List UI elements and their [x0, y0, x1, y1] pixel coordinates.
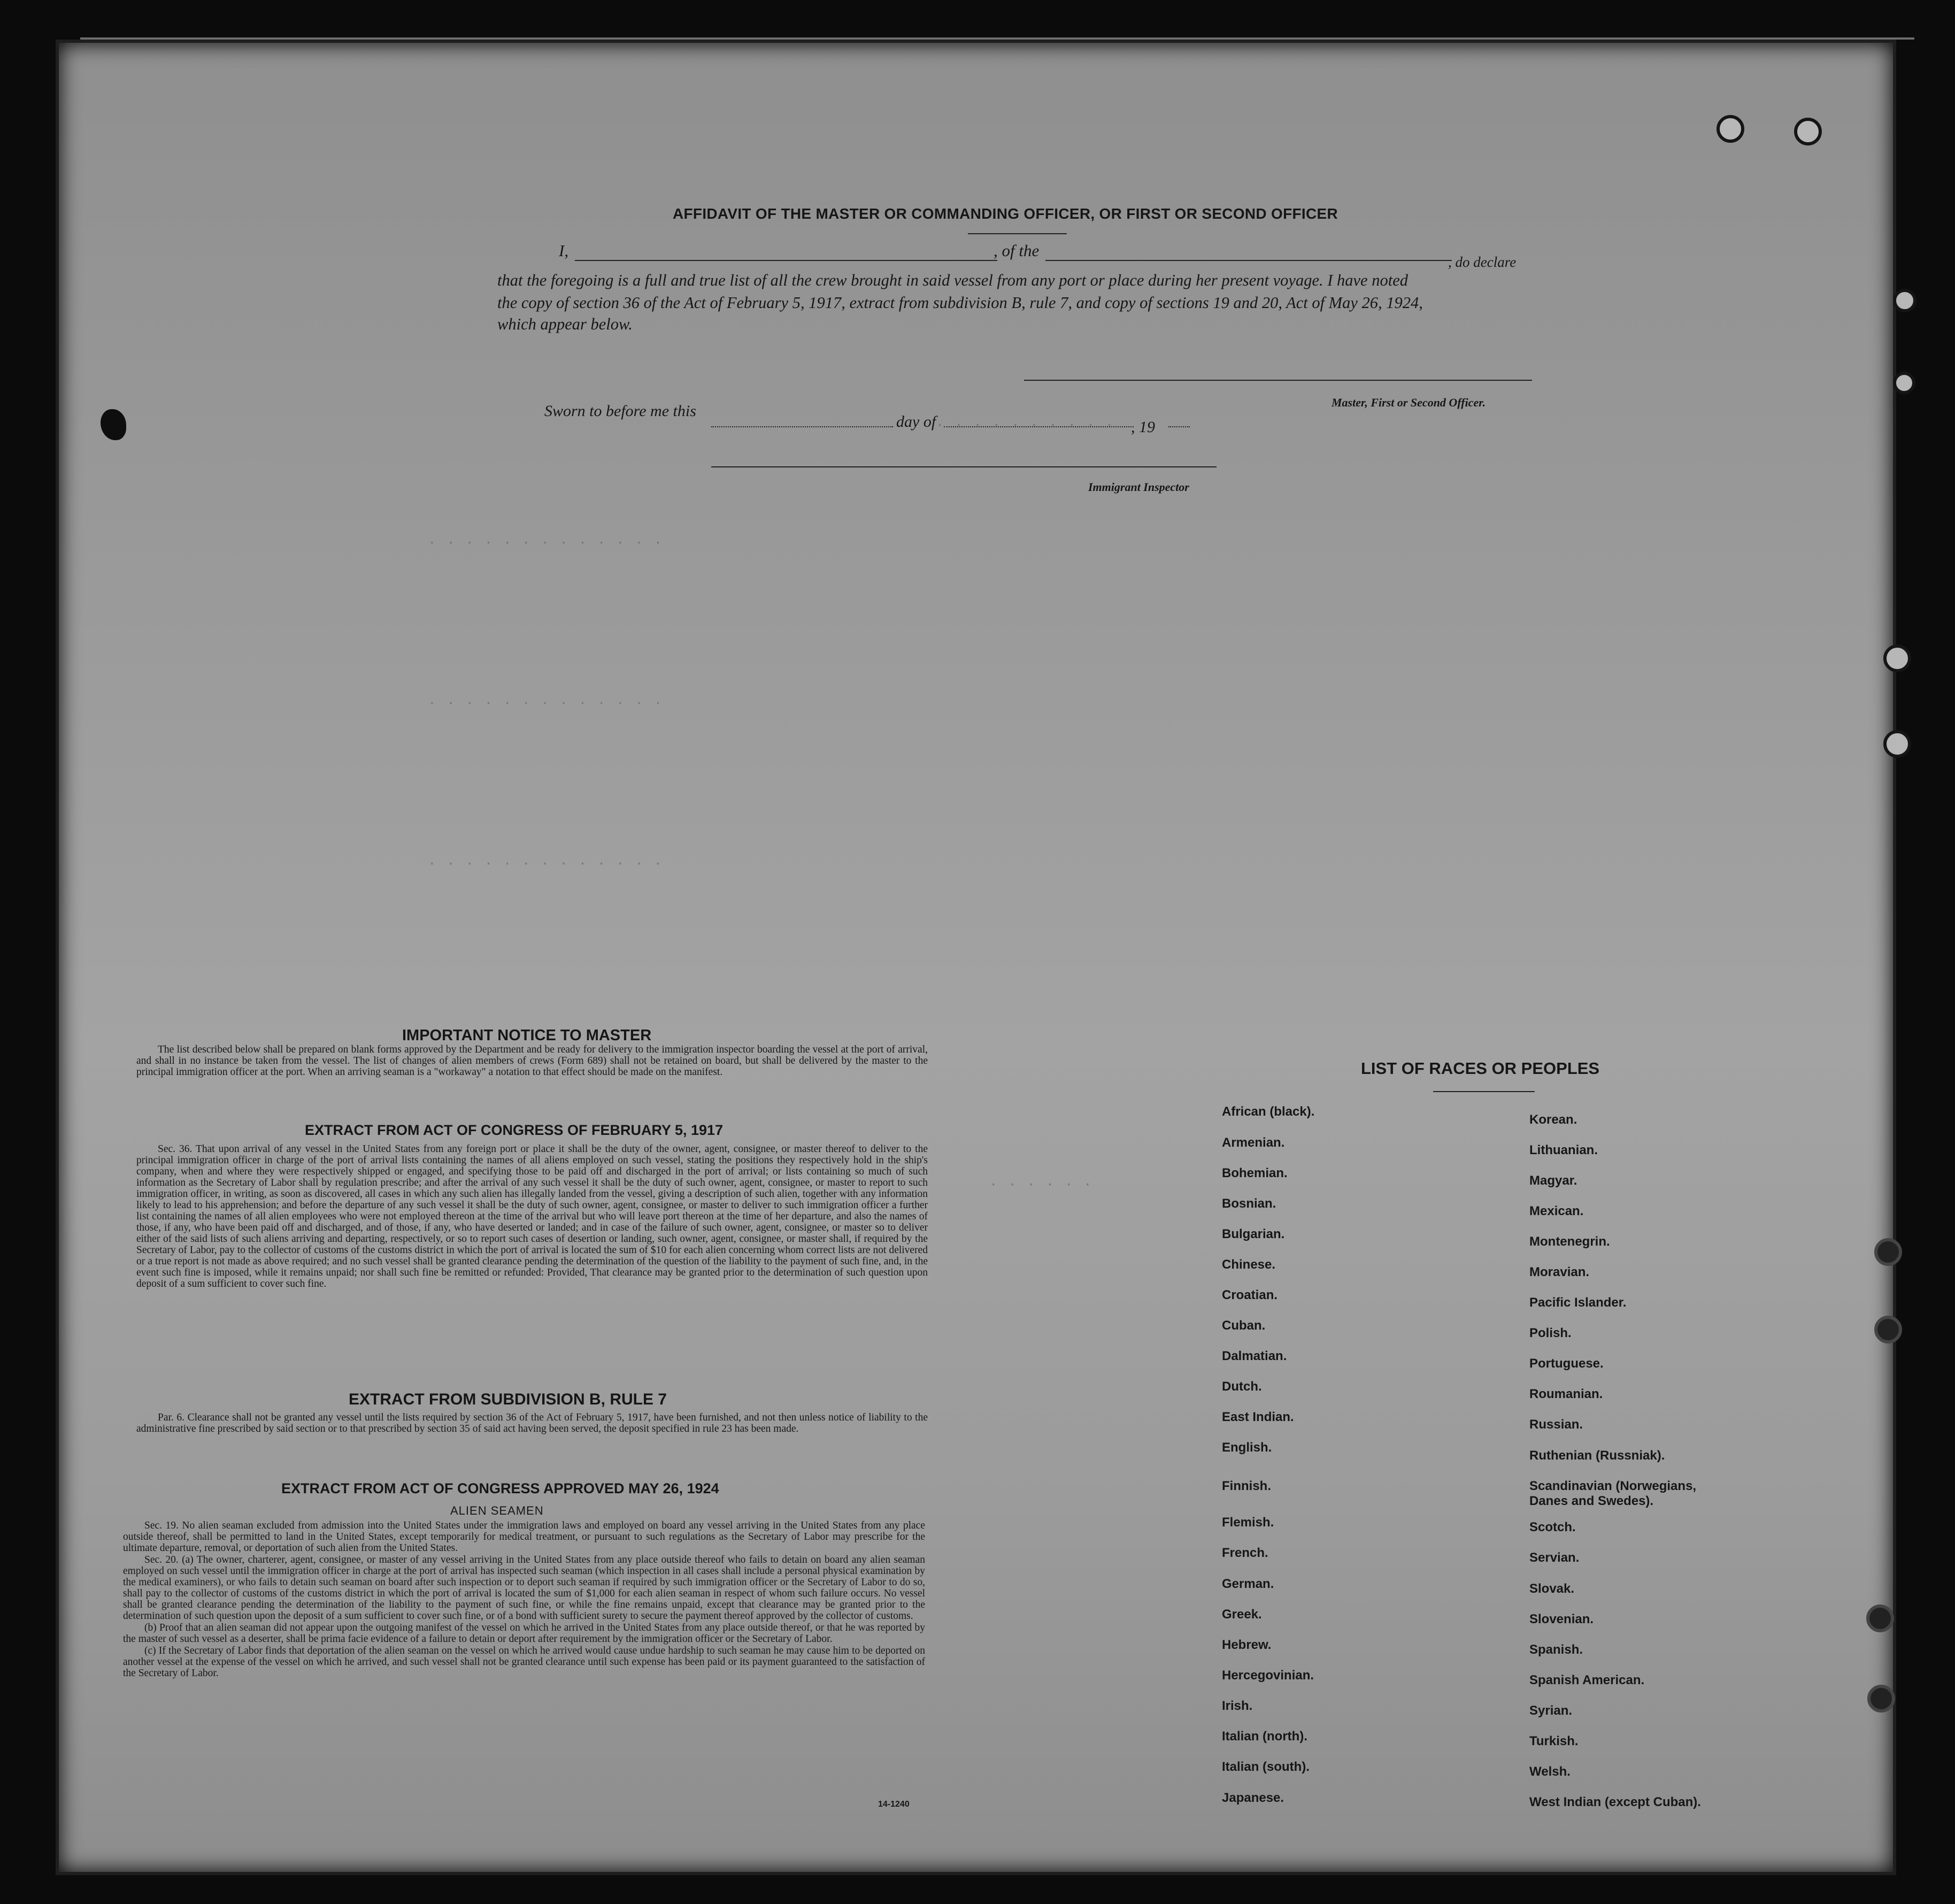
sec-20a-paragraph: Sec. 20. (a) The owner, charterer, agent, consignee, or master of any vessel arriving in the United States from any place outside thereof who fails to detain on board any alien seaman employed on such vessel until the immigration officer in charge at the port of arrival has inspected such seaman (which inspection in all cases shall include a personal physical examination by the medical examiners), or who fails to detain such seaman on board after such inspection or to deport such seaman if required by such immigration officer or the Secretary of Labor to do so, shall pay to the collector of customs of the customs district in which the port of arrival is located the sum of $1,000 for each alien seaman in respect of whom such failure occurs. No vessel shall be granted clearance pending the determination of the liability to the payment of such fine, or while the fine remains unpaid, except that clearance may be granted prior to the determination of such question upon the deposit of a sum sufficient to cover such fine, or of a bond with sufficient surety to secure the payment thereof approved by the collector of customs. — [123, 1554, 925, 1622]
vessel-blank — [1045, 260, 1452, 261]
race-item: Bulgarian. — [1222, 1227, 1285, 1241]
race-item: German. — [1222, 1577, 1274, 1591]
race-item: Croatian. — [1222, 1288, 1278, 1302]
affidavit-i-label: I, — [559, 241, 569, 260]
race-item: French. — [1222, 1546, 1268, 1560]
sec-19-paragraph: Sec. 19. No alien seaman excluded from admission into the United States under the immigration laws and employed on board any vessel arriving in the United States from any place outside thereof, shall be permitted to land in the United States, except temporarily for medical treatment, or pursuant to such regulations as the Secretary of Labor may prescribe for the ultimate departure, removal, or deportation of such alien from the United States. — [123, 1520, 925, 1554]
race-item: Pacific Islander. — [1529, 1295, 1627, 1310]
race-item: Slovenian. — [1529, 1612, 1594, 1626]
race-item: Roumanian. — [1529, 1387, 1603, 1401]
race-item: Italian (south). — [1222, 1760, 1310, 1774]
punch-hole — [1874, 1238, 1902, 1266]
race-item: Finnish. — [1222, 1479, 1271, 1493]
punch-hole — [1893, 289, 1916, 312]
sec-20b-paragraph: (b) Proof that an alien seaman did not appear upon the outgoing manifest of the vessel on which he arrived in the United States from any place outside thereof, or that he was reported by the master of such vessel as a deserter, shall be prima facie evidence of a failure to detain or deport after requirement by the immigration officer or the Secretary of Labor. — [123, 1622, 925, 1645]
day-blank — [711, 426, 893, 427]
title-rule — [968, 233, 1067, 234]
race-item: Chinese. — [1222, 1257, 1276, 1272]
race-item: Scandinavian (Norwegians, Danes and Swedes). — [1529, 1479, 1697, 1508]
extract-rule7-title: EXTRACT FROM SUBDIVISION B, RULE 7 — [349, 1391, 667, 1408]
race-item: Dalmatian. — [1222, 1349, 1287, 1363]
race-item: Syrian. — [1529, 1703, 1573, 1718]
race-item: Dutch. — [1222, 1379, 1262, 1394]
race-item: Armenian. — [1222, 1135, 1285, 1150]
punch-hole — [1717, 115, 1744, 143]
race-item: Spanish. — [1529, 1642, 1583, 1657]
race-item: Polish. — [1529, 1326, 1572, 1340]
race-item: Mexican. — [1529, 1204, 1584, 1218]
punch-hole — [1866, 1604, 1894, 1632]
race-item: Turkish. — [1529, 1734, 1579, 1748]
punch-hole — [1874, 1316, 1902, 1343]
race-item: Russian. — [1529, 1417, 1583, 1432]
show-through-text: · · · · · · · · · · · · · — [428, 695, 664, 711]
race-item: Slovak. — [1529, 1581, 1575, 1596]
race-item: East Indian. — [1222, 1410, 1294, 1424]
race-item: Spanish American. — [1529, 1673, 1645, 1687]
day-of-label: day of — [896, 413, 936, 431]
affidavit-line-3: the copy of section 36 of the Act of February 5, 1917, extract from subdivision B, rule 7, and copy of sections 19 and 20, Act of May 26, 1924, — [497, 294, 1423, 312]
show-through-text: · · · · · · · · · · · · · — [428, 535, 664, 551]
show-through-text: · · · · · · · · · · — [936, 417, 1115, 433]
punch-hole — [1883, 730, 1911, 758]
show-through-text: · · · · · · — [989, 1177, 1093, 1193]
punch-hole — [1794, 118, 1822, 145]
extract-1917-text: Sec. 36. That upon arrival of any vessel in the United States from any foreign port or place it shall be the duty of the owner, agent, consignee, or master thereof to deliver to the principal immigration officer in charge of the port of arrival lists containing the names of all aliens employed on such vessel, stating the positions they respectively hold in the ship's company, when and where they were respectively shipped or engaged, and specifying those to be paid off and discharged in the port of arrival; or lists containing so much of such information as the Secretary of Labor shall by regulation prescribe; and after the arrival of any such vessel it shall be the duty of such owner, agent, consignee, or master to report to such immigration officer, in writing, as soon as discovered, all cases in which any such alien has illegally landed from the vessel, giving a description of such alien, together with any information likely to lead to his apprehension; and before the departure of any such vessel it shall be the duty of such owner, agent, consignee, or master to deliver to such immigration officer a further list containing the names of all alien employees who were not employed thereon at the time of the arrival but who will leave port thereon at the time of her departure, and also the names of those, if any, who have been paid off and discharged, and of those, if any, who have deserted or landed; and in case of the failure of such owner, agent, consignee, or master so to deliver either of the said lists of such aliens arriving and departing, respectively, or so to report such cases of desertion or landing, such owner, agent, consignee, or master shall, if required by the Secretary of Labor, pay to the collector of customs of the customs district in which the port of arrival is located the sum of $10 for each alien concerning whom correct lists are not delivered or a true report is not made as above required; and no such vessel shall be granted clearance pending the determination of the question of the liability to the payment of such fine, and, in the event such fine is imposed, while it remains unpaid; nor shall such fine be remitted or refunded: Provided, That clearance may be granted prior to the determination of such question upon deposit of a sum sufficient to cover such fine. — [136, 1143, 928, 1289]
race-item: Greek. — [1222, 1607, 1262, 1622]
race-item: Italian (north). — [1222, 1729, 1307, 1744]
race-item: African (black). — [1222, 1104, 1315, 1119]
alien-seamen-subtitle: ALIEN SEAMEN — [450, 1504, 544, 1517]
race-item: Magyar. — [1529, 1173, 1577, 1188]
year-label: , 19 — [1131, 418, 1155, 436]
race-item: Portuguese. — [1529, 1356, 1604, 1371]
page-edge — [80, 37, 1914, 56]
sec-20c-paragraph: (c) If the Secretary of Labor finds that deportation of the alien seaman on the vessel on which he arrived would cause undue hardship to such seaman he may cause him to be deported on another vessel at the expense of the vessel on which he arrived, and such vessel shall not be granted clearance until such expense has been paid or its payment guaranteed to the satisfaction of the Secretary of Labor. — [123, 1645, 925, 1679]
race-item: Scotch. — [1529, 1520, 1576, 1534]
form-number: 14-1240 — [878, 1800, 910, 1809]
sworn-label: Sworn to before me this — [544, 402, 696, 420]
race-item: Montenegrin. — [1529, 1234, 1610, 1249]
name-blank — [575, 260, 997, 261]
signature-line — [1024, 380, 1532, 381]
race-item: Lithuanian. — [1529, 1143, 1598, 1157]
inspector-label: Immigrant Inspector — [1088, 480, 1189, 494]
race-item: Bosnian. — [1222, 1196, 1276, 1211]
extract-1917-title: EXTRACT FROM ACT OF CONGRESS OF FEBRUARY 5, 1917 — [305, 1122, 723, 1138]
master-signature-label: Master, First or Second Officer. — [1331, 396, 1486, 409]
race-item: Hercegovinian. — [1222, 1668, 1314, 1683]
affidavit-line-4: which appear below. — [497, 315, 633, 333]
punch-hole — [1867, 1685, 1895, 1713]
race-item: Korean. — [1529, 1112, 1577, 1127]
race-item: West Indian (except Cuban). — [1529, 1795, 1701, 1809]
punch-hole — [1893, 372, 1915, 394]
race-item: Irish. — [1222, 1699, 1253, 1713]
race-item: Japanese. — [1222, 1791, 1284, 1805]
race-item: Hebrew. — [1222, 1638, 1272, 1652]
year-blank — [1168, 426, 1190, 427]
race-item: Flemish. — [1222, 1515, 1274, 1530]
extract-1924-title: EXTRACT FROM ACT OF CONGRESS APPROVED MAY 26, 1924 — [281, 1480, 719, 1496]
month-blank — [944, 426, 1134, 427]
affidavit-line-2: that the foregoing is a full and true list of all the crew brought in said vessel from any port or place during her present voyage. I have noted — [497, 271, 1408, 289]
extract-rule7-text: Par. 6. Clearance shall not be granted any vessel until the lists required by section 36 of the Act of February 5, 1917, have been furnished, and not then unless notice of liability to the administrative fine prescribed by said section or to that prescribed by section 35 of said act having been served, the deposit specified in rule 23 has been made. — [136, 1412, 928, 1434]
affidavit-title: AFFIDAVIT OF THE MASTER OR COMMANDING OFFICER, OR FIRST OR SECOND OFFICER — [673, 205, 1338, 222]
notice-title: IMPORTANT NOTICE TO MASTER — [402, 1027, 652, 1044]
inspector-signature-line — [711, 466, 1217, 467]
affidavit-do-declare: , do declare — [1448, 254, 1517, 270]
race-item: Welsh. — [1529, 1764, 1571, 1779]
race-item: Ruthenian (Russniak). — [1529, 1448, 1665, 1463]
races-title: LIST OF RACES OR PEOPLES — [1361, 1059, 1600, 1078]
race-item: Bohemian. — [1222, 1166, 1288, 1180]
notice-text: The list described below shall be prepared on blank forms approved by the Department and be ready for delivery to the immigration inspector boarding the vessel at the port of arrival, and shall in no instance be taken from the vessel. The list of changes of alien members of crews (Form 689) shall not be retained on board, but shall be delivered by the master to the principal immigration officer at the port. When an arriving seaman is a "workaway" a notation to that effect should be made on the manifest. — [136, 1044, 928, 1078]
race-item: English. — [1222, 1440, 1272, 1455]
races-title-rule — [1433, 1091, 1535, 1092]
extract-1924-body — [123, 1520, 925, 1679]
race-item: Cuban. — [1222, 1318, 1266, 1333]
race-item: Servian. — [1529, 1550, 1580, 1565]
punch-hole — [1883, 644, 1911, 672]
race-item: Moravian. — [1529, 1265, 1590, 1279]
affidavit-of-the: , of the — [994, 241, 1040, 260]
show-through-text: · · · · · · · · · · · · · — [428, 856, 664, 872]
